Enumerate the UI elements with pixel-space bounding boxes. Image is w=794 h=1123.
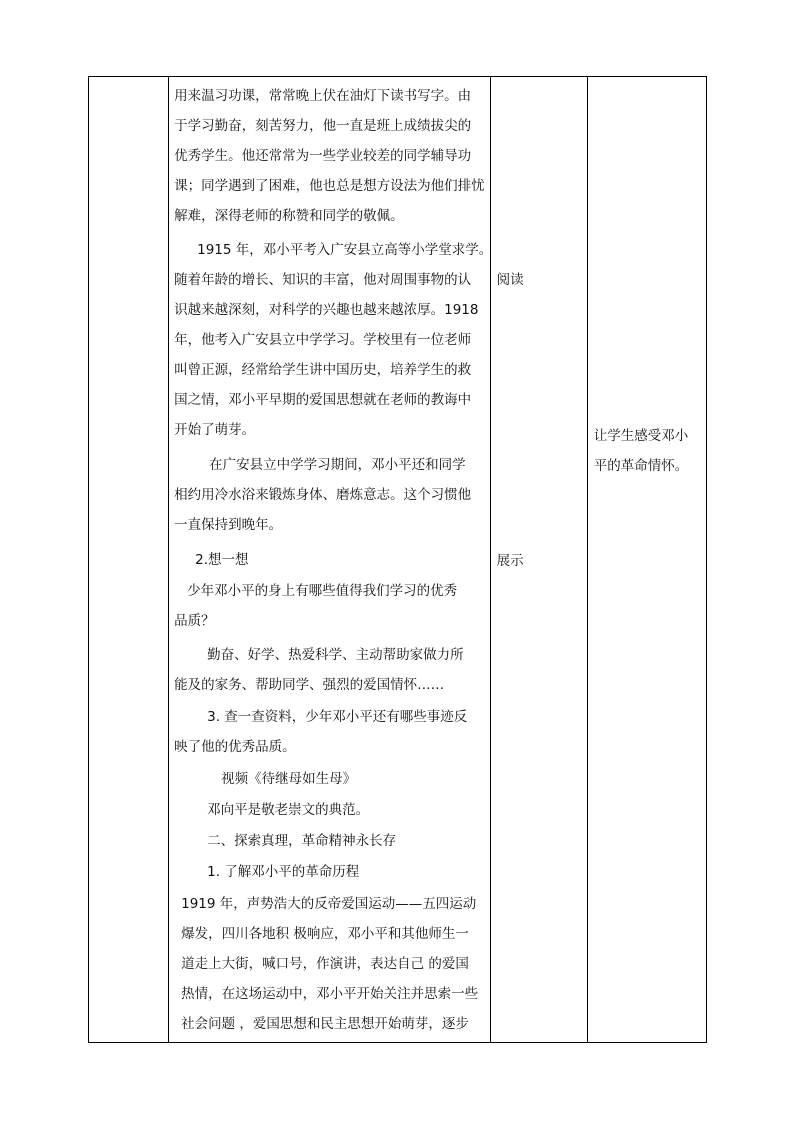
- text-line: 课；同学遇到了困难，他也总是想方设法为他们排忧: [174, 178, 485, 194]
- table-row: [89, 77, 707, 1043]
- text-line: 相约用冷水浴来锻炼身体、磨炼意志。这个习惯他: [174, 487, 472, 503]
- design-purpose-cell: [587, 77, 706, 1043]
- text-line: 叫曾正源，经常给学生讲中国历史，培养学生的救: [174, 362, 472, 378]
- text-line: 解难，深得老师的称赞和同学的敬佩。: [174, 208, 404, 224]
- purpose-line: 让学生感受邓小: [593, 428, 689, 444]
- subsection-heading: 1. 了解邓小平的革命历程: [207, 864, 360, 880]
- activity-show: 展示: [496, 553, 524, 569]
- text-line: 2.想一想: [195, 552, 249, 568]
- text-line: 1915 年，邓小平考入广安县立高等小学堂求学。: [197, 242, 493, 258]
- text-line: 用来温习功课，常常晚上伏在油灯下读书写字。由: [174, 88, 472, 104]
- text-line: 国之情，邓小平早期的爱国思想就在老师的教诲中: [174, 392, 472, 408]
- text-line: 爆发，四川各地积 极响应，邓小平和其他师生一: [181, 926, 469, 942]
- text-line: 开始了萌芽。: [174, 422, 256, 438]
- text-line: 邓向平是敬老崇文的典范。: [207, 802, 370, 818]
- text-line: 品质？: [174, 613, 215, 629]
- text-line: 能及的家务、帮助同学、强烈的爱国情怀……: [174, 677, 445, 693]
- text-line: 随着年龄的增长、知识的丰富，他对周围事物的认: [174, 272, 472, 288]
- teaching-process-cell: [169, 77, 491, 1043]
- text-line: 热情，在这场运动中，邓小平开始关注并思索一些: [181, 986, 479, 1002]
- empty-cell: [89, 77, 169, 1043]
- text-line: 一直保持到晚年。: [174, 517, 283, 533]
- text-line: 在广安县立中学学习期间，邓小平还和同学: [209, 457, 466, 473]
- text-line: 视频《待继母如生母》: [221, 771, 357, 787]
- lesson-plan-table: [88, 76, 707, 1043]
- text-line: 年，他考入广安县立中学学习。学校里有一位老师: [174, 332, 472, 348]
- text-line: 映了他的优秀品质。: [174, 739, 296, 755]
- text-line: 社会问题 ，爱国思想和民主思想开始萌芽，逐步: [181, 1016, 469, 1032]
- text-line: 少年邓小平的身上有哪些值得我们学习的优秀: [187, 583, 458, 599]
- text-line: 1919 年，声势浩大的反帝爱国运动——五四运动: [181, 896, 477, 912]
- text-line: 道走上大街，喊口号，作演讲，表达自己 的爱国: [181, 956, 469, 972]
- text-line: 3. 查一查资料，少年邓小平还有哪些事迹反: [207, 709, 468, 725]
- text-line: 于学习勤奋，刻苦努力，他一直是班上成绩拔尖的: [174, 118, 472, 134]
- text-line: 识越来越深刻，对科学的兴趣也越来越浓厚。1918: [174, 302, 479, 318]
- student-activity-cell: [490, 77, 587, 1043]
- section-heading: 二、探索真理，革命精神永长存: [207, 833, 397, 849]
- purpose-line: 平的革命情怀。: [593, 458, 689, 474]
- activity-read: 阅读: [496, 272, 524, 288]
- text-line: 勤奋、好学、热爱科学、主动帮助家做力所: [207, 647, 464, 663]
- text-line: 优秀学生。他还常常为一些学业较差的同学辅导功: [174, 148, 472, 164]
